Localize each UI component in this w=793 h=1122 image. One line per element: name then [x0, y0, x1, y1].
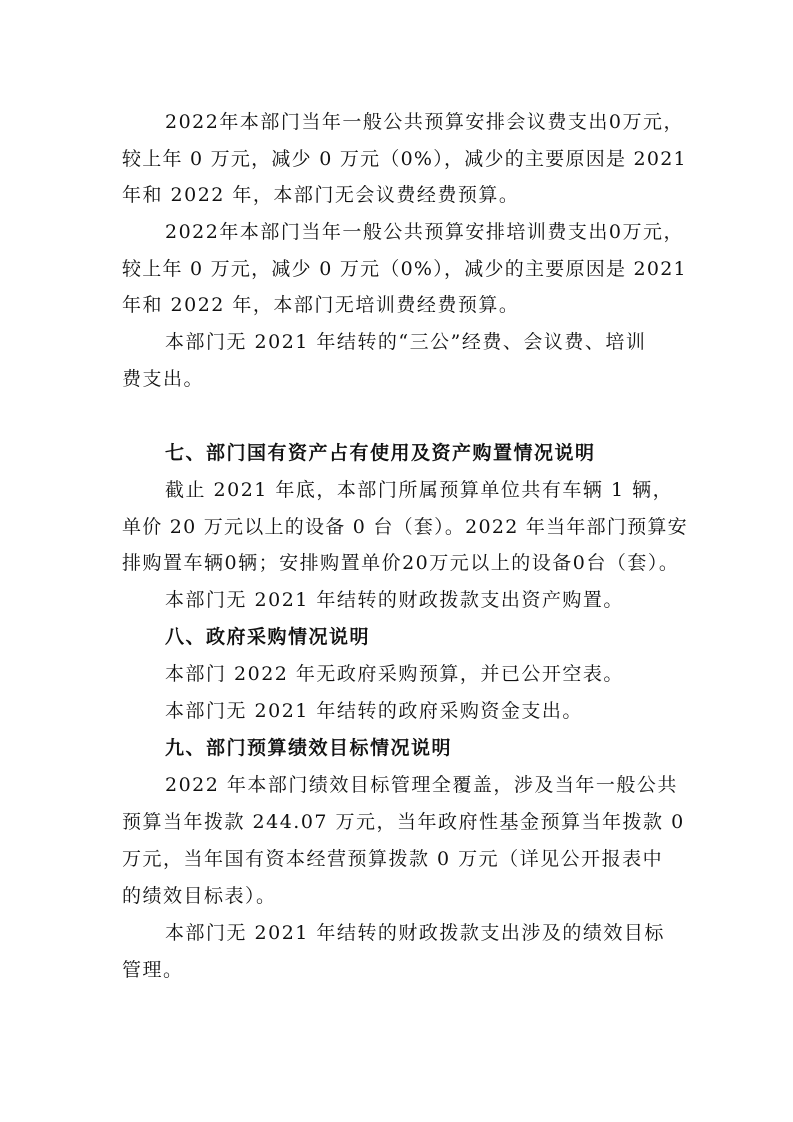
- paragraph-performance-line-1: 2022 年本部门绩效目标管理全覆盖，涉及当年一般公共: [165, 774, 678, 796]
- paragraph-meeting-fee-line-2: 较上年 0 万元，减少 0 万元（0%），减少的主要原因是 2021: [122, 148, 687, 170]
- paragraph-carryover-line-2: 费支出。: [122, 368, 205, 390]
- paragraph-performance-line-3: 万元，当年国有资本经营预算拨款 0 万元（详见公开报表中: [122, 848, 664, 870]
- paragraph-performance-carryover-line-1: 本部门无 2021 年结转的财政拨款支出涉及的绩效目标: [165, 922, 665, 944]
- paragraph-training-fee-line-2: 较上年 0 万元，减少 0 万元（0%），减少的主要原因是 2021: [122, 258, 687, 280]
- paragraph-carryover-line-1: 本部门无 2021 年结转的“三公”经费、会议费、培训: [165, 331, 647, 353]
- paragraph-procurement-line-2: 本部门无 2021 年结转的政府采购资金支出。: [165, 700, 583, 722]
- paragraph-performance-carryover-line-2: 管理。: [122, 959, 184, 981]
- paragraph-training-fee-line-1: 2022年本部门当年一般公共预算安排培训费支出0万元，: [165, 221, 684, 243]
- paragraph-meeting-fee-line-1: 2022年本部门当年一般公共预算安排会议费支出0万元，: [165, 111, 684, 133]
- paragraph-meeting-fee-line-3: 年和 2022 年，本部门无会议费经费预算。: [122, 184, 520, 206]
- section-heading-performance: 九、部门预算绩效目标情况说明: [165, 737, 453, 759]
- paragraph-training-fee-line-3: 年和 2022 年，本部门无培训费经费预算。: [122, 294, 520, 316]
- section-heading-assets: 七、部门国有资产占有使用及资产购置情况说明: [165, 442, 596, 464]
- paragraph-assets-carryover: 本部门无 2021 年结转的财政拨款支出资产购置。: [165, 589, 624, 611]
- paragraph-assets-line-3: 排购置车辆0辆；安排购置单价20万元以上的设备0台（套）。: [122, 552, 680, 574]
- paragraph-performance-line-2: 预算当年拨款 244.07 万元，当年政府性基金预算当年拨款 0: [122, 811, 685, 833]
- paragraph-procurement-line-1: 本部门 2022 年无政府采购预算，并已公开空表。: [165, 663, 624, 685]
- section-heading-procurement: 八、政府采购情况说明: [165, 626, 371, 648]
- paragraph-assets-line-1: 截止 2021 年底，本部门所属预算单位共有车辆 1 辆，: [165, 479, 674, 501]
- paragraph-performance-line-4: 的绩效目标表）。: [122, 885, 277, 907]
- paragraph-assets-line-2: 单价 20 万元以上的设备 0 台（套）。2022 年当年部门预算安: [122, 516, 688, 538]
